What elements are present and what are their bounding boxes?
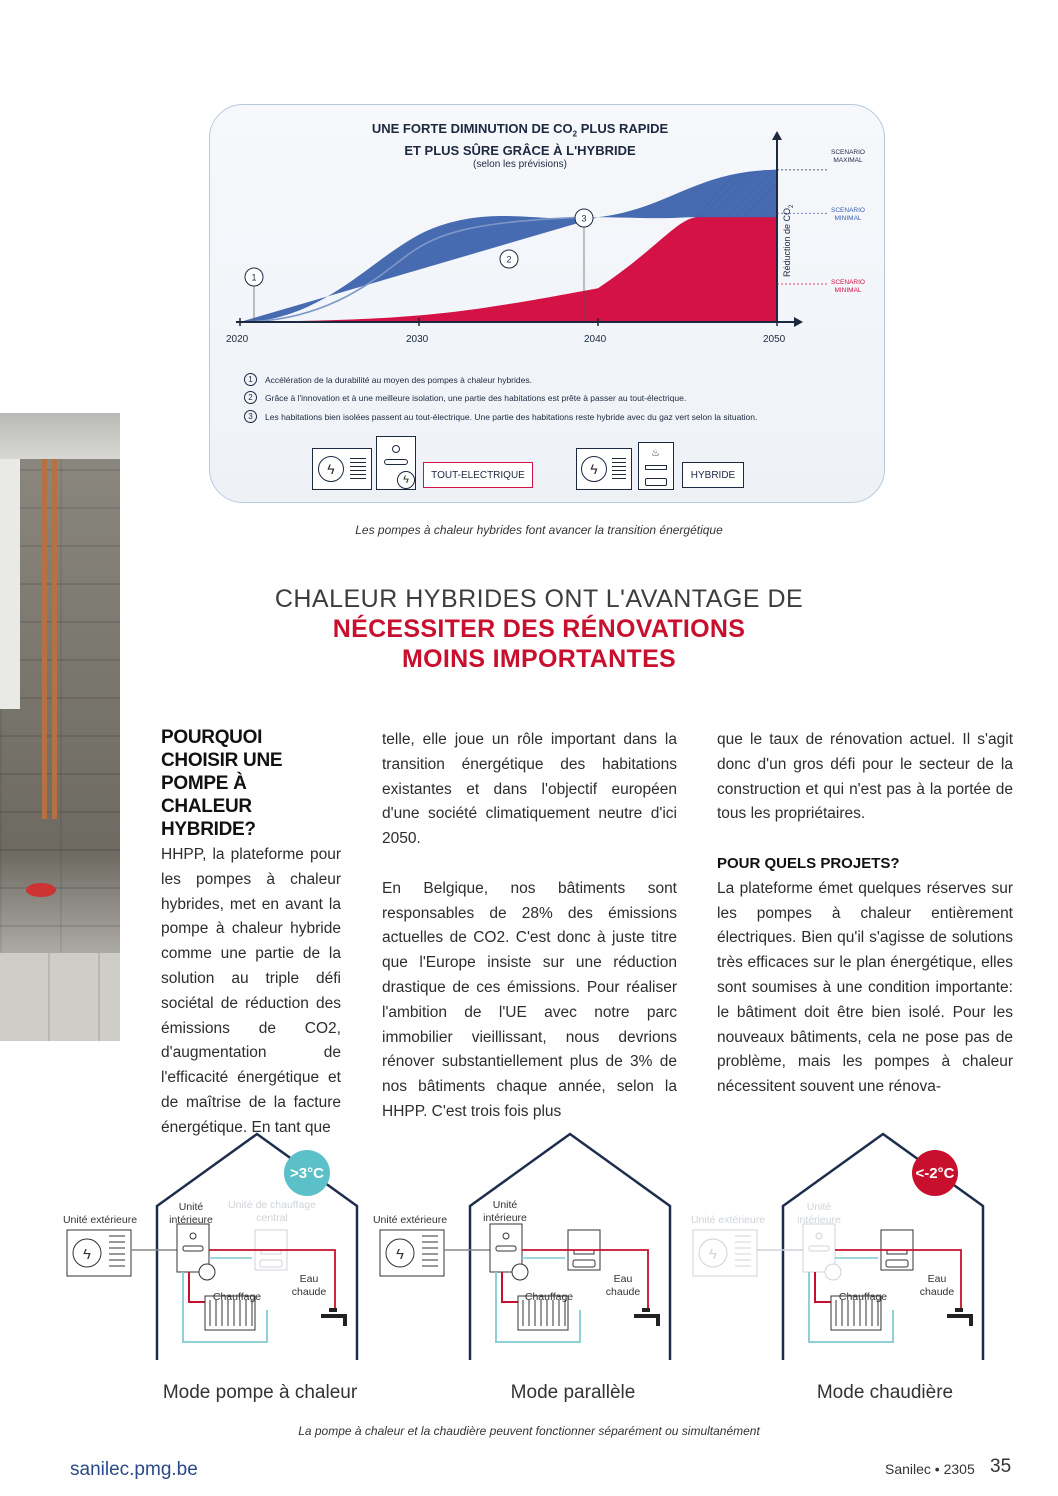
label-unit-ext-1: Unité extérieure [62, 1214, 138, 1226]
y-axis-label: Réduction de $CO_2$ [782, 204, 795, 277]
chart-caption: Les pompes à chaleur hybrides font avancer la transition énergétique [355, 523, 723, 537]
outdoor-unit-icon [380, 1230, 444, 1276]
indoor-unit-icon: ϟ [376, 436, 416, 490]
column-3-paragraph-1: que le taux de rénovation actuel. Il s'agit donc d'un gros défi pour le secteur de la construction et qui n'est pas à la portée de tous les propriétaires. [717, 731, 1013, 823]
tap-icon [634, 1310, 658, 1326]
tag-tout-electrique: TOUT-ELECTRIQUE [423, 462, 533, 488]
legend-item-1: 1 Accélération de la durabilité au moyen des pompes à chaleur hybrides. [244, 373, 532, 386]
hybrid-heat-pump-icon: ϟ [576, 448, 632, 490]
heading-line-1: CHALEUR HYBRIDES ONT L'AVANTAGE DE [274, 585, 804, 613]
heat-pump-icon: ϟ [312, 448, 372, 490]
heading-line-2: NÉCESSITER DES RÉNOVATIONS [332, 615, 746, 643]
diagram-caption: La pompe à chaleur et la chaudière peuvent fonctionner séparément ou simultanément [298, 1424, 760, 1438]
label-heating-3: Chauffage [838, 1291, 888, 1303]
marker-label: 2 [506, 254, 512, 265]
label-heating-1: Chauffage [212, 1291, 262, 1303]
column-2-paragraph-2: En Belgique, nos bâtiments sont responsables de 28% des émissions actuelles de CO2. C'est donc à juste titre que l'Europe insiste sur une réduction drastique de ces émissions. Pour réaliser l'ambition de l'UE avec notre parc immobilier vieillissant, nous devrions rénover substantiellement plus de 3% de nos bâtiments chaque année, selon la HHPP. C'est trois fois plus [382, 879, 677, 1120]
wall-unit-image [0, 459, 20, 709]
badge-warm: >3°C [284, 1150, 330, 1196]
mode-boiler: Mode chaudière [816, 1382, 954, 1403]
electric-badge-icon [512, 1264, 528, 1280]
x-axis-arrow [794, 317, 803, 327]
x-tick-2040: 2040 [584, 334, 607, 345]
label-unit-int-1: Unité intérieure [169, 1201, 213, 1226]
column-3 [717, 728, 1013, 1100]
modes-diagram [0, 1120, 1058, 1370]
label-heating-2: Chauffage [524, 1291, 574, 1303]
label-unit-int-3: Unité intérieure [797, 1201, 841, 1226]
badge-cold: <-2°C [912, 1150, 958, 1196]
mode-heat-pump: Mode pompe à chaleur [162, 1382, 358, 1403]
lightning-glyph: ϟ [709, 1246, 717, 1263]
label-unit-central-1: Unité de chauffage central [228, 1199, 316, 1224]
marker-label: 3 [581, 213, 587, 224]
column-1 [161, 726, 341, 1141]
scenario-min-label-blue: SCENARIO MINIMAL [831, 207, 865, 222]
column-3-subheading: POUR QUELS PROJETS? [717, 854, 900, 872]
column-1-text: HHPP, la plateforme pour les pompes à chaleur hybrides, met en avant la pompe à chaleur hybride comme une partie de la solution au triple défi sociétal de réduction des émissions de CO2, d'augmentation de l'efficacité énergétique et de maîtrise de la facture énergétique. En tant que [161, 846, 341, 1136]
mode-parallel: Mode parallèle [510, 1382, 636, 1403]
legend-item-3: 3 Les habitations bien isolées passent au tout-électrique. Une partie des habitations reste hybride avec du gaz vert selon la situation. [244, 410, 757, 423]
chart-subtitle: (selon les prévisions) [473, 159, 567, 170]
boiler-icon: ♨ [638, 442, 674, 490]
footer-url[interactable]: sanilec.pmg.be [70, 1459, 198, 1480]
x-tick-2030: 2030 [406, 334, 429, 345]
chart-title: UNE FORTE DIMINUTION DE $CO_2$ PLUS RAPIDE ET PLUS SÛRE GRÂCE À L'HYBRIDE [371, 121, 669, 158]
x-tick-2020: 2020 [226, 334, 249, 345]
co2-chart [209, 104, 885, 503]
label-unit-ext-3: Unité extérieure [690, 1214, 766, 1226]
column-2 [382, 728, 677, 1150]
column-1-question: POURQUOI CHOISIR UNE POMPE À CHALEUR HYBRIDE? [161, 727, 283, 840]
page-number: 35 [990, 1456, 1012, 1477]
footer-magazine: Sanilec • 2305 [885, 1461, 975, 1477]
tap-icon [321, 1310, 345, 1326]
outdoor-unit-icon [693, 1230, 757, 1276]
electric-badge-icon [825, 1264, 841, 1280]
lightning-glyph: ϟ [396, 1246, 404, 1263]
lightning-glyph: ϟ [83, 1246, 91, 1263]
scenario-min-label-red: SCENARIO MINIMAL [831, 279, 865, 294]
electric-badge-icon [199, 1264, 215, 1280]
outdoor-unit-icon [67, 1230, 131, 1276]
tap-icon [947, 1310, 971, 1326]
legend-item-2: 2 Grâce à l'innovation et à une meilleure isolation, une partie des habitations est prête à passer au tout-électrique. [244, 391, 686, 404]
x-tick-2050: 2050 [763, 334, 786, 345]
label-unit-ext-2: Unité extérieure [372, 1214, 448, 1226]
column-2-paragraph-1: telle, elle joue un rôle important dans la transition énergétique des habitations existantes et dans l'objectif européen d'une société climatiquement neutre d'ici 2050. [382, 731, 677, 848]
label-unit-int-2: Unité intérieure [483, 1199, 527, 1224]
label-hot-water-1: Eau chaude [291, 1273, 327, 1298]
scenario-max-label: SCENARIO MAXIMAL [831, 149, 865, 164]
column-3-paragraph-2: La plateforme émet quelques réserves sur les pompes à chaleur entièrement électriques. Bien qu'il s'agisse de solutions très efficaces sur le plan énergétique, elles sont soumises à une condition importante: le bâtiment doit être bien isolé. Pour les nouveaux bâtiments, cela ne pose pas de problème, mais les pompes à chaleur nécessitent souvent une rénova- [717, 879, 1013, 1096]
label-hot-water-2: Eau chaude [605, 1273, 641, 1298]
side-photo [0, 413, 120, 1041]
marker-label: 1 [251, 272, 257, 283]
label-hot-water-3: Eau chaude [919, 1273, 955, 1298]
tag-hybride: HYBRIDE [682, 462, 744, 488]
heading-line-3: MOINS IMPORTANTES [401, 645, 677, 673]
